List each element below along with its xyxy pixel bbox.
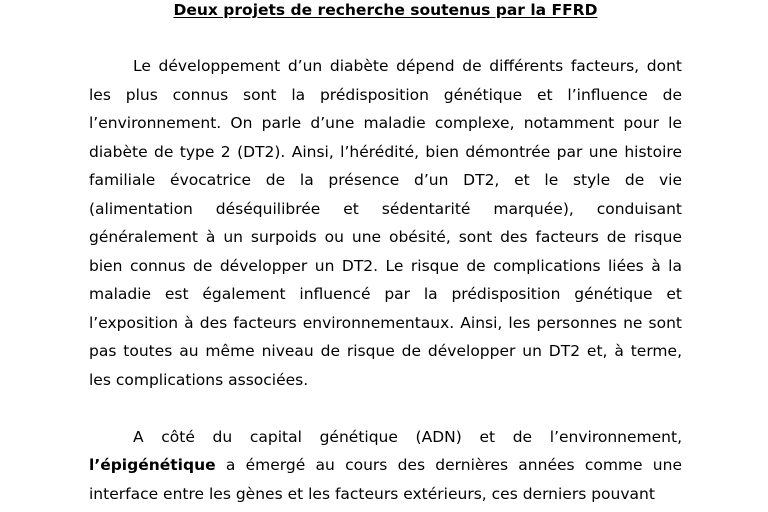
- paragraph-2-rest: a émergé au cours des dernières années comme une interface entre les gènes et les facteurs extérieurs, ces derniers pouvant: [89, 456, 682, 503]
- document-page: [89, 0, 682, 508]
- epigenetics-term: l’épigénétique: [89, 456, 216, 474]
- paragraph-1: Le développement d’un diabète dépend de différents facteurs, dont les plus connus sont la prédisposition génétique et l’influence de l’environnement. On parle d’une maladie complexe, notamment pour le diabète de type 2 (DT2). Ainsi, l’hérédité, bien démontrée par une histoire familiale évocatrice de la présence d’un DT2, et le style de vie (alimentation déséquilibrée et sédentarité marquée), conduisant généralement à un surpoids ou une obésité, sont des facteurs de risque bien connus de développer un DT2. Le risque de complications liées à la maladie est également influencé par la prédisposition génétique et l’exposition à des facteurs environnementaux. Ainsi, les personnes ne sont pas toutes au même niveau de risque de développer un DT2 et, à terme, les complications associées.: [89, 57, 682, 389]
- paragraph-2: [89, 423, 682, 509]
- paragraph-2-intro: A côté du capital génétique (ADN) et de l’environnement,: [133, 427, 682, 446]
- document-title: Deux projets de recherche soutenus par la FFRD: [173, 1, 598, 19]
